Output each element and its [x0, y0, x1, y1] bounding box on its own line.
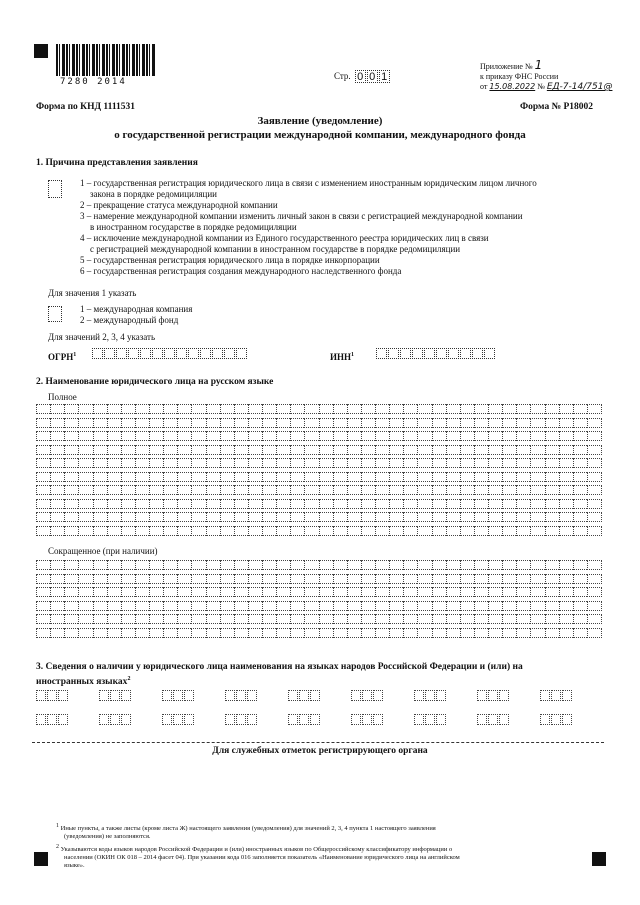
- appendix-num: 1: [534, 58, 543, 72]
- language-code-box[interactable]: [99, 690, 132, 701]
- char-row[interactable]: [36, 458, 602, 468]
- short-name-label: Сокращенное (при наличии): [48, 546, 158, 556]
- type-checkbox[interactable]: [48, 306, 62, 322]
- inn-label: ИНН$^1$: [330, 352, 355, 362]
- form-number: Форма № Р18002: [520, 102, 594, 112]
- char-row[interactable]: [36, 628, 602, 638]
- language-code-box[interactable]: [36, 690, 69, 701]
- reason-checkbox[interactable]: [48, 180, 62, 198]
- language-code-box[interactable]: [288, 714, 321, 725]
- section1-heading: 1. Причина представления заявления: [36, 158, 198, 168]
- reason-item: 3 – намерение международной компании изменить личный закон в связи с регистрацией международной компании: [80, 211, 523, 221]
- language-code-box[interactable]: [351, 690, 384, 701]
- for-values234-label: Для значений 2, 3, 4 указать: [48, 332, 156, 342]
- language-code-box[interactable]: [36, 714, 69, 725]
- title-line2: о государственной регистрации международной компании, международного фонда: [114, 129, 526, 141]
- char-row[interactable]: [36, 499, 602, 509]
- barcode: [56, 44, 156, 76]
- type-item: 2 – международный фонд: [80, 315, 179, 325]
- page-digit: 0: [355, 70, 366, 83]
- footnote-1: $^1$ Иные пункты, а также листы (кроме листа Ж) настоящего заявления (уведомления) для значений 2, 3, 4 пункта 1 настоящего заявления: [56, 823, 436, 833]
- corner-marker-top-left: [34, 44, 48, 58]
- char-row[interactable]: [36, 526, 602, 536]
- footnote-2c: языке».: [64, 862, 85, 870]
- footnote-2: $^2$ Указываются коды языков народов Российской Федерации и (или) иностранных языков по Общероссийскому классификатору информации о: [56, 844, 453, 854]
- inn-field[interactable]: [376, 348, 496, 359]
- corner-marker-bottom-left: [34, 852, 48, 866]
- language-code-box[interactable]: [225, 690, 258, 701]
- footnote-1b: (уведомления) не заполняются.: [64, 833, 151, 841]
- language-code-box[interactable]: [540, 690, 573, 701]
- full-name-label: Полное: [48, 392, 77, 402]
- appendix-line2: к приказу ФНС России: [480, 72, 559, 81]
- appendix-line1: Приложение №: [480, 62, 533, 71]
- type-list: [80, 304, 192, 326]
- reason-item: с регистрацией международной компании в иностранном государстве в порядке редомициляции: [90, 244, 461, 254]
- language-code-box[interactable]: [162, 690, 195, 701]
- reason-item: закона в порядке редомициляции: [90, 189, 217, 199]
- service-marks-label: Для служебных отметок регистрирующего органа: [212, 746, 428, 756]
- page-label: Стр.: [334, 71, 351, 81]
- ogrn-field[interactable]: [92, 348, 248, 359]
- char-row[interactable]: [36, 404, 602, 414]
- footnotes: [56, 822, 596, 870]
- char-row[interactable]: [36, 574, 602, 584]
- reason-item: 6 – государственная регистрация создания международного наследственного фонда: [80, 266, 402, 276]
- char-row[interactable]: [36, 560, 602, 570]
- page-number: [334, 70, 391, 83]
- language-code-box[interactable]: [477, 714, 510, 725]
- appendix-no: №: [537, 82, 545, 91]
- char-row[interactable]: [36, 614, 602, 624]
- appendix-date: 15.08.2022: [489, 82, 536, 91]
- appendix-from: от: [480, 82, 488, 91]
- language-code-box[interactable]: [351, 714, 384, 725]
- appendix-order: ЕД-7-14/751@: [546, 82, 613, 92]
- for-value1-label: Для значения 1 указать: [48, 288, 137, 298]
- language-code-box[interactable]: [99, 714, 132, 725]
- char-row[interactable]: [36, 512, 602, 522]
- char-row[interactable]: [36, 431, 602, 441]
- reason-item: 2 – прекращение статуса международной компании: [80, 200, 278, 210]
- language-code-box[interactable]: [414, 690, 447, 701]
- footnote-2b: населении (ОКИН ОК 018 – 2014 фасет 04). При указании кода 016 заполняется показатель «Наименование юридического лица на английском: [64, 854, 460, 862]
- appendix-block: [480, 60, 620, 92]
- language-code-box[interactable]: [225, 714, 258, 725]
- char-row[interactable]: [36, 472, 602, 482]
- language-code-box[interactable]: [540, 714, 573, 725]
- reason-item: 1 – государственная регистрация юридического лица в связи с изменением иностранным юридическим лицом личного: [80, 178, 537, 188]
- reason-list: [80, 178, 600, 277]
- language-code-box[interactable]: [477, 690, 510, 701]
- title-line1: Заявление (уведомление): [257, 115, 383, 127]
- char-row[interactable]: [36, 587, 602, 597]
- page-digit: 1: [379, 70, 390, 83]
- reason-item: в иностранном государстве в порядке редомициляции: [90, 222, 297, 232]
- section3-heading-line1: 3. Сведения о наличии у юридического лица наименования на языках народов Российской Федерации и (или) на: [36, 662, 523, 672]
- language-code-box[interactable]: [162, 714, 195, 725]
- char-row[interactable]: [36, 601, 602, 611]
- type-item: 1 – международная компания: [80, 304, 193, 314]
- reason-item: 5 – государственная регистрация юридического лица в порядке инкорпорации: [80, 255, 380, 265]
- reason-item: 4 – исключение международной компании из Единого государственного реестра юридических лиц в связи: [80, 233, 489, 243]
- section3-heading-line2: иностранных языках$^2$: [36, 676, 131, 688]
- page-digit: 0: [367, 70, 378, 83]
- language-code-box[interactable]: [414, 714, 447, 725]
- ogrn-label: ОГРН$^1$: [48, 352, 77, 362]
- barcode-number: 7280 2014: [60, 77, 127, 87]
- section2-heading: 2. Наименование юридического лица на русском языке: [36, 377, 274, 387]
- char-row[interactable]: [36, 445, 602, 455]
- divider: [32, 742, 604, 743]
- char-row[interactable]: [36, 418, 602, 428]
- form-knd: Форма по КНД 1111531: [36, 102, 136, 112]
- language-code-box[interactable]: [288, 690, 321, 701]
- char-row[interactable]: [36, 485, 602, 495]
